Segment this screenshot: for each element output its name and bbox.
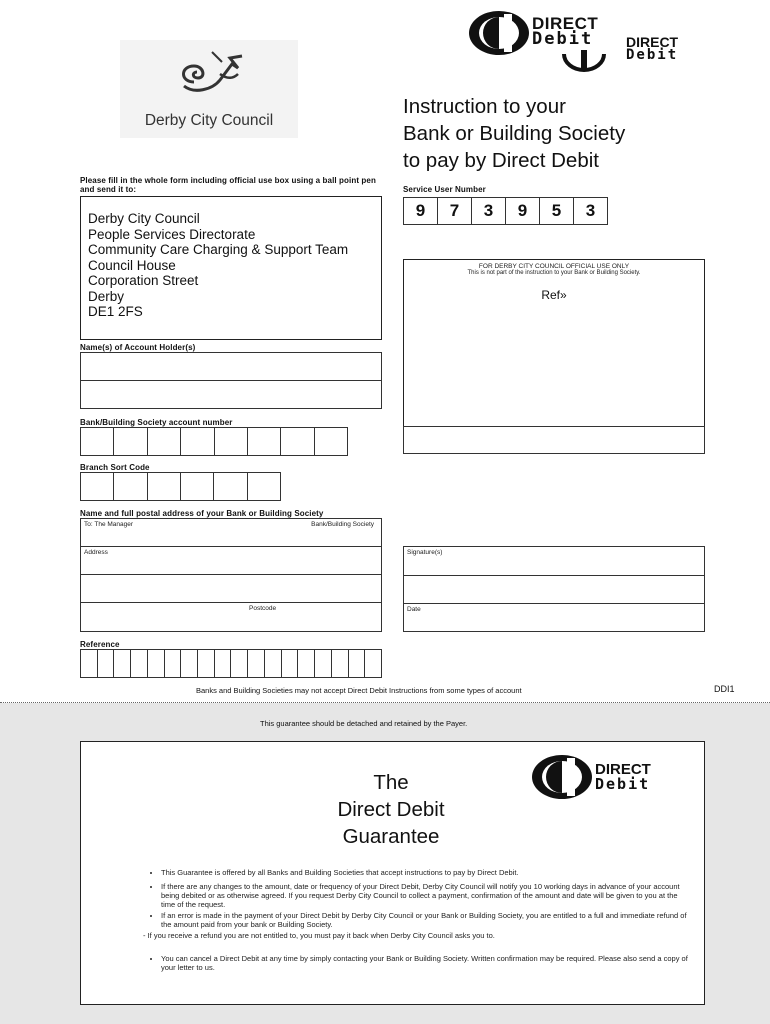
instruction-title-line: to pay by Direct Debit [403, 149, 599, 172]
postcode-label: Postcode [249, 605, 277, 612]
council-ram-emblem-icon [172, 44, 252, 104]
address-label: Address [84, 549, 108, 556]
dd-logo-word1: DIRECT [626, 34, 679, 50]
guarantee-title-line: Direct Debit [337, 798, 445, 821]
reference-label: Reference [80, 640, 120, 649]
guarantee-bullet: • If an error is made in the payment of your Direct Debit by Derby City Council or your Bank or Building Society, you are entitled to a full and immediate refund of the amount paid from your bank or Building Society. [161, 911, 692, 929]
official-use-title: FOR DERBY CITY COUNCIL OFFICIAL USE ONLY [478, 263, 630, 270]
sort-code-field[interactable] [80, 472, 281, 501]
bank-address-field[interactable] [80, 546, 382, 575]
guarantee-title [321, 769, 461, 850]
account-holder-field-2[interactable] [80, 380, 382, 409]
address-line: DE1 2FS [88, 304, 143, 319]
to-manager-label: To: The Manager [84, 521, 134, 528]
bank-name-field[interactable] [80, 518, 382, 547]
service-user-label: Service User Number [403, 185, 486, 194]
service-user-digit: 9 [404, 198, 438, 224]
guarantee-title-line: The [373, 771, 409, 794]
reference-field[interactable] [80, 649, 382, 678]
service-user-digit: 3 [585, 201, 596, 220]
signature-label: Signature(s) [407, 549, 443, 556]
council-name: Derby City Council [144, 112, 274, 129]
detach-note: This guarantee should be detached and retained by the Payer. [260, 719, 468, 728]
guarantee-dd-logo [531, 754, 681, 800]
account-holder-field-1[interactable] [80, 352, 382, 381]
postcode-field[interactable] [80, 602, 382, 632]
service-user-digit: 7 [438, 198, 472, 224]
address-line: People Services Directorate [88, 226, 256, 242]
direct-debit-logo-secondary [560, 32, 710, 72]
signature-field[interactable] [403, 546, 705, 604]
bank-address-field-2[interactable] [80, 574, 382, 603]
direct-debit-emblem-icon [560, 32, 608, 72]
holders-label: Name(s) of Account Holder(s) [80, 343, 196, 352]
address-line: Corporation Street [88, 273, 199, 288]
bbs-label: Bank/Building Society [311, 521, 374, 528]
address-line: Derby [88, 288, 125, 304]
guarantee-refund-line: - If you receive a refund you are not entitled to, you must pay it back when Derby City Council asks you to. [143, 931, 495, 940]
sort-code-label: Branch Sort Code [80, 463, 150, 472]
official-ref: Ref» [541, 288, 567, 302]
account-number-label: Bank/Building Society account number [80, 418, 233, 427]
intro-text: Please fill in the whole form including official use box using a ball point pen and send it to: [80, 176, 376, 194]
guarantee-section [0, 703, 770, 1024]
postal-address-label: Name and full postal address of your Bank or Building Society [80, 509, 324, 518]
guarantee-bullet: • If there are any changes to the amount, date or frequency of your Direct Debit, Derby City Council will notify you 10 working days in advance of your account being debited or as otherwise agreed. If you request Derby City Council to collect a payment, confirmation of the amount and date will be given to you at the time of the request. [161, 882, 692, 909]
official-use-note: This is not part of the instruction to your Bank or Building Society. [467, 270, 641, 276]
date-label: Date [407, 606, 421, 613]
official-use-box [403, 259, 705, 427]
instruction-title-line: Instruction to your [403, 95, 566, 118]
dd-logo-word1: DIRECT [595, 761, 651, 778]
dd-logo-word1: DIRECT [532, 14, 599, 33]
guarantee-title-line: Guarantee [342, 825, 440, 848]
form-code: DDI1 [714, 684, 735, 694]
guarantee-bullet: • You can cancel a Direct Debit at any time by simply contacting your Bank or Building Society. Written confirmation may be required. Please also send a copy of your letter to us. [161, 954, 692, 972]
dd-logo-word2: Debit [532, 29, 594, 49]
service-user-number [403, 197, 608, 225]
guarantee-bullets [143, 868, 692, 972]
dd-logo-word2: Debit [626, 47, 679, 63]
service-user-digit: 5 [540, 198, 574, 224]
address-line: Derby City Council [88, 211, 200, 226]
date-field[interactable] [403, 603, 705, 632]
direct-debit-emblem-icon [531, 754, 593, 800]
service-user-digit: 3 [472, 198, 506, 224]
footer-note: Banks and Building Societies may not accept Direct Debit Instructions from some types of account [196, 686, 522, 695]
address-box [80, 196, 382, 340]
guarantee-bullet: • This Guarantee is offered by all Banks and Building Societies that accept instructions to pay by Direct Debit. [161, 868, 692, 877]
council-logo [120, 40, 298, 138]
account-number-field[interactable] [80, 427, 348, 456]
official-use-field[interactable] [403, 426, 705, 454]
instruction-title [403, 93, 625, 174]
instruction-title-line: Bank or Building Society [403, 122, 626, 145]
address-line: Community Care Charging & Support Team [88, 242, 349, 257]
service-user-digit: 9 [506, 198, 540, 224]
address-line: Council House [88, 257, 176, 273]
dd-logo-word2: Debit [595, 775, 651, 793]
direct-debit-emblem-icon [468, 10, 530, 56]
guarantee-box [80, 741, 705, 1005]
